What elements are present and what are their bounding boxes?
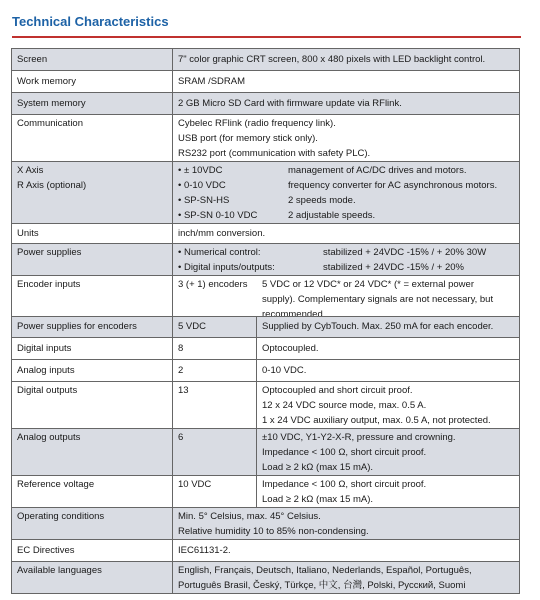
row-label: X Axis R Axis (optional) (12, 162, 173, 224)
row-value: Supplied by CybTouch. Max. 250 mA for each encoder. (257, 317, 520, 338)
row-label: Operating conditions (12, 508, 173, 540)
table-row (12, 224, 520, 244)
table-row (12, 508, 520, 540)
row-value: 7" color graphic CRT screen, 800 x 480 pixels with LED backlight control. (173, 49, 520, 71)
row-label: Digital inputs (12, 338, 173, 360)
table-row (12, 115, 520, 162)
row-value: 2 GB Micro SD Card with firmware update via RFlink. (173, 93, 520, 115)
row-count: 13 (173, 382, 257, 429)
specs-table (11, 48, 520, 323)
row-label: Available languages (12, 562, 173, 594)
table-row (12, 429, 520, 476)
row-label: Digital outputs (12, 382, 173, 429)
row-value: Optocoupled. (257, 338, 520, 360)
table-row (12, 162, 520, 224)
table-row (12, 562, 520, 594)
row-label: Power supplies (12, 244, 173, 276)
row-value: English, Français, Deutsch, Italiano, Nederlands, Español, Português, Português Brasil, Český, Türkçe, 中文, 台灣, Polski, Русский, Suomi (173, 562, 520, 594)
table-row (12, 540, 520, 562)
row-label: Communication (12, 115, 173, 162)
row-value: ±10 VDC, Y1-Y2-X-R, pressure and crowning. Impedance < 100 Ω, short circuit proof. Load ≥ 2 kΩ (max 15 mA). (257, 429, 520, 476)
table-row (12, 71, 520, 93)
row-label: Work memory (12, 71, 173, 93)
title-rule (12, 36, 521, 38)
row-value: Min. 5° Celsius, max. 45° Celsius. Relative humidity 10 to 85% non-condensing. (173, 508, 520, 540)
row-label: Screen (12, 49, 173, 71)
row-value: Cybelec RFlink (radio frequency link). USB port (for memory stick only). RS232 port (communication with safety PLC). (173, 115, 520, 162)
specs-table-lower (11, 316, 520, 594)
table-row (12, 49, 520, 71)
table-row (12, 317, 520, 338)
row-value: SRAM /SDRAM (173, 71, 520, 93)
row-label: Analog inputs (12, 360, 173, 382)
row-count: 8 (173, 338, 257, 360)
row-label: Power supplies for encoders (12, 317, 173, 338)
table-row (12, 338, 520, 360)
row-count: 2 (173, 360, 257, 382)
row-value: inch/mm conversion. (173, 224, 520, 244)
row-label: Units (12, 224, 173, 244)
row-value: 3 (+ 1) encoders 5 VDC or 12 VDC* or 24 VDC* (* = external power supply). Complementary signals are not necessary, but recommended. (173, 276, 520, 323)
row-value (173, 244, 520, 276)
row-label: Encoder inputs (12, 276, 173, 323)
table-row (12, 382, 520, 429)
row-label: EC Directives (12, 540, 173, 562)
power-supplies-list: • Numerical control: stabilized + 24VDC -15% / + 20% 30W • Digital inputs/outputs: stabilized + 24VDC -15% / + 20% (178, 247, 487, 273)
row-value: Optocoupled and short circuit proof. 12 x 24 VDC source mode, max. 0.5 A. 1 x 24 VDC auxiliary output, max. 0.5 A, not protected. (257, 382, 520, 429)
row-value: 0-10 VDC. (257, 360, 520, 382)
section-title: Technical Characteristics (12, 14, 169, 29)
row-value (173, 162, 520, 224)
table-row (12, 93, 520, 115)
table-row (12, 244, 520, 276)
row-count: 6 (173, 429, 257, 476)
row-count: 10 VDC (173, 476, 257, 508)
row-value: Impedance < 100 Ω, short circuit proof. Load ≥ 2 kΩ (max 15 mA). (257, 476, 520, 508)
table-row (12, 360, 520, 382)
row-label: Analog outputs (12, 429, 173, 476)
table-row (12, 476, 520, 508)
row-label: System memory (12, 93, 173, 115)
row-value: IEC61131-2. (173, 540, 520, 562)
row-count: 5 VDC (173, 317, 257, 338)
axis-options-list: • ± 10VDC management of AC/DC drives and motors. • 0-10 VDC frequency converter for AC asynchronous motors. • SP-SN-HS 2 speeds mode. • SP-SN 0-10 VDC 2 adjustable speeds. (178, 165, 498, 221)
row-label: Reference voltage (12, 476, 173, 508)
